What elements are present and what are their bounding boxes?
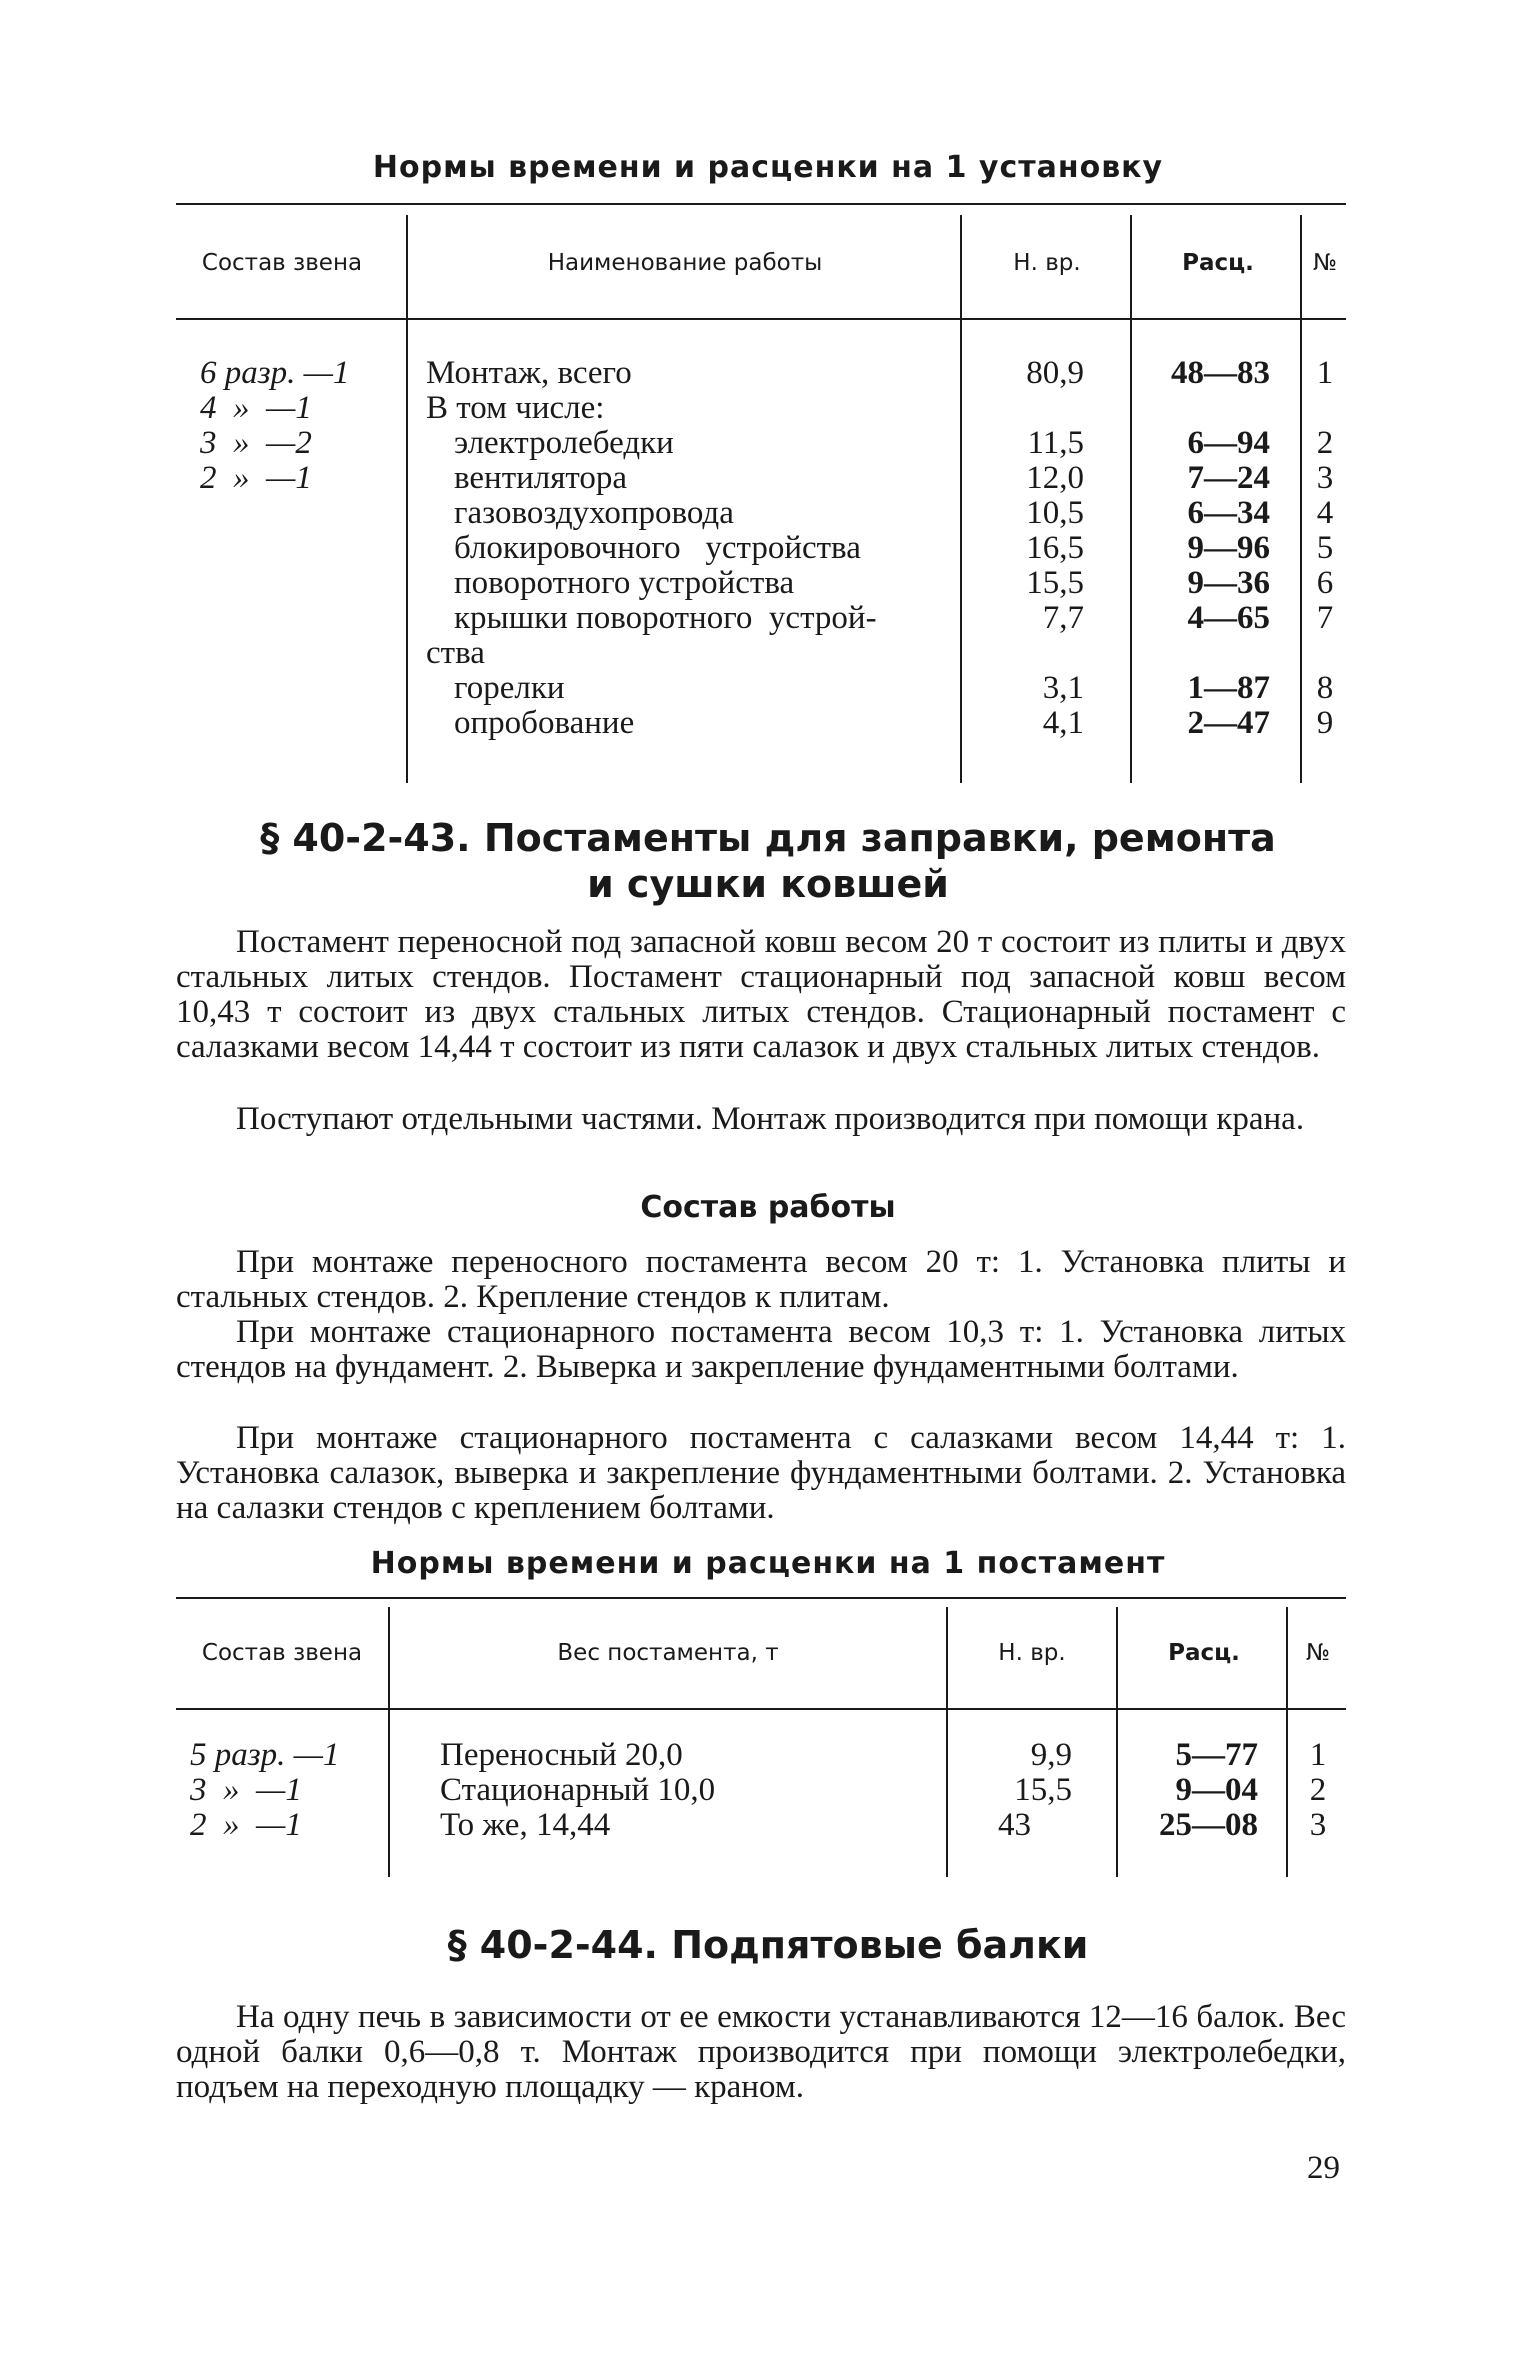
table1-row-rate: 9—36: [1187, 565, 1270, 601]
table1-row-time: 4,1: [1042, 705, 1084, 741]
table1-header-no: №: [1313, 250, 1337, 276]
table1-row-work: ства: [426, 635, 485, 671]
table1-row-rate: 1—87: [1187, 670, 1270, 706]
table2-header-rate: Расц.: [1168, 1640, 1240, 1666]
table1-header-crew: Состав звена: [201, 250, 363, 276]
table1-row-work: блокировочного устройства: [454, 530, 861, 566]
table1-crew-line: 2 » —1: [200, 460, 312, 496]
table2-row-no: 3: [1309, 1807, 1327, 1843]
section-43-paragraph-4: При монтаже стационарного постамента весом 10,3 т: 1. Установка литых стендов на фундамент. 2. Выверка и закрепление фундаментными болтами.: [176, 1314, 1346, 1385]
table2-row-no: 1: [1309, 1737, 1327, 1773]
table1-header-rate: Расц.: [1182, 250, 1254, 276]
table1-row-time: 11,5: [1027, 425, 1084, 461]
table2-row-rate: 5—77: [1175, 1737, 1258, 1773]
table1-header-rule: [176, 318, 1346, 320]
section-43-paragraph-1: Постамент переносной под запасной ковш весом 20 т состоит из плиты и двух стальных литых стендов. Постамент стационарный под запасной ковш весом 10,43 т состоит из двух стальных литых стендов. Стационарный постамент с салазками весом 14,44 т состоит из пяти салазок и двух стальных литых стендов.: [176, 924, 1346, 1065]
table2-crew-line: 3 » —1: [190, 1772, 302, 1808]
table1-row-work: В том числе:: [426, 390, 605, 426]
table1-row-time: 3,1: [1042, 670, 1084, 706]
table2-caption: Нормы времени и расценки на 1 постамент: [370, 1546, 1166, 1581]
table1-row-time: 10,5: [1026, 495, 1084, 531]
table2-divider-4: [1286, 1607, 1288, 1877]
table1-row-time: 80,9: [1026, 355, 1084, 391]
table1-crew-line: 4 » —1: [200, 390, 312, 426]
table2-header-crew: Состав звена: [201, 1640, 363, 1666]
table2-divider-3: [1116, 1607, 1118, 1877]
table1-crew-line: 3 » —2: [200, 425, 312, 461]
table1-divider-3: [1130, 215, 1132, 783]
table1-row-no: 8: [1316, 670, 1334, 706]
table2-row-time: 43: [998, 1807, 1031, 1843]
table1-row-rate: 2—47: [1187, 705, 1270, 741]
table1-header-work: Наименование работы: [547, 250, 823, 276]
table2-row-weight: Переносный 20,0: [440, 1737, 683, 1773]
table2-row-rate: 25—08: [1159, 1807, 1258, 1843]
section-43-heading-line2: и сушки ковшей: [587, 862, 949, 906]
section-43-paragraph-5: При монтаже стационарного постамента с салазками весом 14,44 т: 1. Установка салазок, выверка и закрепление фундаментными болтами. 2. Установка на салазки стендов с креплением болтами.: [176, 1420, 1346, 1526]
table1-row-time: 16,5: [1026, 530, 1084, 566]
table2-row-weight: Стационарный 10,0: [440, 1772, 716, 1808]
table1-row-rate: 6—94: [1187, 425, 1270, 461]
table1-row-work: вентилятора: [454, 460, 628, 496]
table1-row-work: газовоздухопровода: [454, 495, 734, 531]
table1-row-work: крышки поворотного устрой-: [454, 600, 877, 636]
table2-header-weight: Вес постамента, т: [557, 1640, 779, 1666]
table1-crew-line: 6 разр. —1: [200, 355, 350, 391]
table2-header-rule: [176, 1708, 1346, 1710]
table1-row-no: 3: [1316, 460, 1334, 496]
table1-row-rate: 7—24: [1187, 460, 1270, 496]
table1-row-time: 12,0: [1026, 460, 1084, 496]
table1-row-time: 15,5: [1026, 565, 1084, 601]
table1-row-rate: 4—65: [1187, 600, 1270, 636]
table1-row-no: 6: [1316, 565, 1334, 601]
section-43-paragraph-2: Поступают отдельными частями. Монтаж производится при помощи крана.: [236, 1101, 1305, 1137]
table1-top-rule: [176, 203, 1346, 205]
table2-header-time: Н. вр.: [998, 1640, 1066, 1666]
work-composition-title: Состав работы: [640, 1190, 896, 1225]
table2-row-time: 15,5: [1014, 1772, 1072, 1808]
table1-divider-1: [406, 215, 408, 783]
table1-row-no: 9: [1316, 705, 1334, 741]
page-number: 29: [1307, 2150, 1340, 2186]
section-43-paragraph-3: При монтаже переносного постамента весом 20 т: 1. Установка плиты и стальных стендов. 2. Крепление стендов к плитам.: [176, 1244, 1346, 1315]
table2-divider-1: [388, 1607, 390, 1877]
table1-row-work: поворотного устройства: [454, 565, 795, 601]
table2-crew-line: 2 » —1: [190, 1807, 302, 1843]
table1-row-no: 2: [1316, 425, 1334, 461]
section-43-heading-line1: § 40-2-43. Постаменты для заправки, ремонта: [260, 816, 1276, 860]
table1-row-work: опробование: [454, 705, 635, 741]
table2-crew-line: 5 разр. —1: [190, 1737, 340, 1773]
table1-header-time: Н. вр.: [1013, 250, 1081, 276]
table1-row-rate: 9—96: [1187, 530, 1270, 566]
section-44-paragraph-1: На одну печь в зависимости от ее емкости устанавливаются 12—16 балок. Вес одной балки 0,6—0,8 т. Монтаж производится при помощи электролебедки, подъем на переходную площадку — краном.: [176, 1999, 1346, 2105]
table1-row-no: 1: [1316, 355, 1334, 391]
table1-row-work: электролебедки: [454, 425, 674, 461]
table1-caption: Нормы времени и расценки на 1 установку: [372, 150, 1164, 185]
table1-row-rate: 48—83: [1171, 355, 1270, 391]
table1-divider-4: [1300, 215, 1302, 783]
table1-row-no: 4: [1316, 495, 1334, 531]
table2-top-rule: [176, 1597, 1346, 1599]
table2-row-time: 9,9: [1030, 1737, 1072, 1773]
table1-row-work: горелки: [454, 670, 565, 706]
table1-row-time: 7,7: [1042, 600, 1084, 636]
table2-header-no: №: [1306, 1640, 1330, 1666]
table1-row-no: 7: [1316, 600, 1334, 636]
section-44-heading: § 40-2-44. Подпятовые балки: [447, 1923, 1089, 1967]
table1-row-work: Монтаж, всего: [426, 355, 632, 391]
table1-row-rate: 6—34: [1187, 495, 1270, 531]
table2-row-rate: 9—04: [1175, 1772, 1258, 1808]
table1-row-no: 5: [1316, 530, 1334, 566]
table2-row-no: 2: [1309, 1772, 1327, 1808]
table2-row-weight: То же, 14,44: [440, 1807, 611, 1843]
